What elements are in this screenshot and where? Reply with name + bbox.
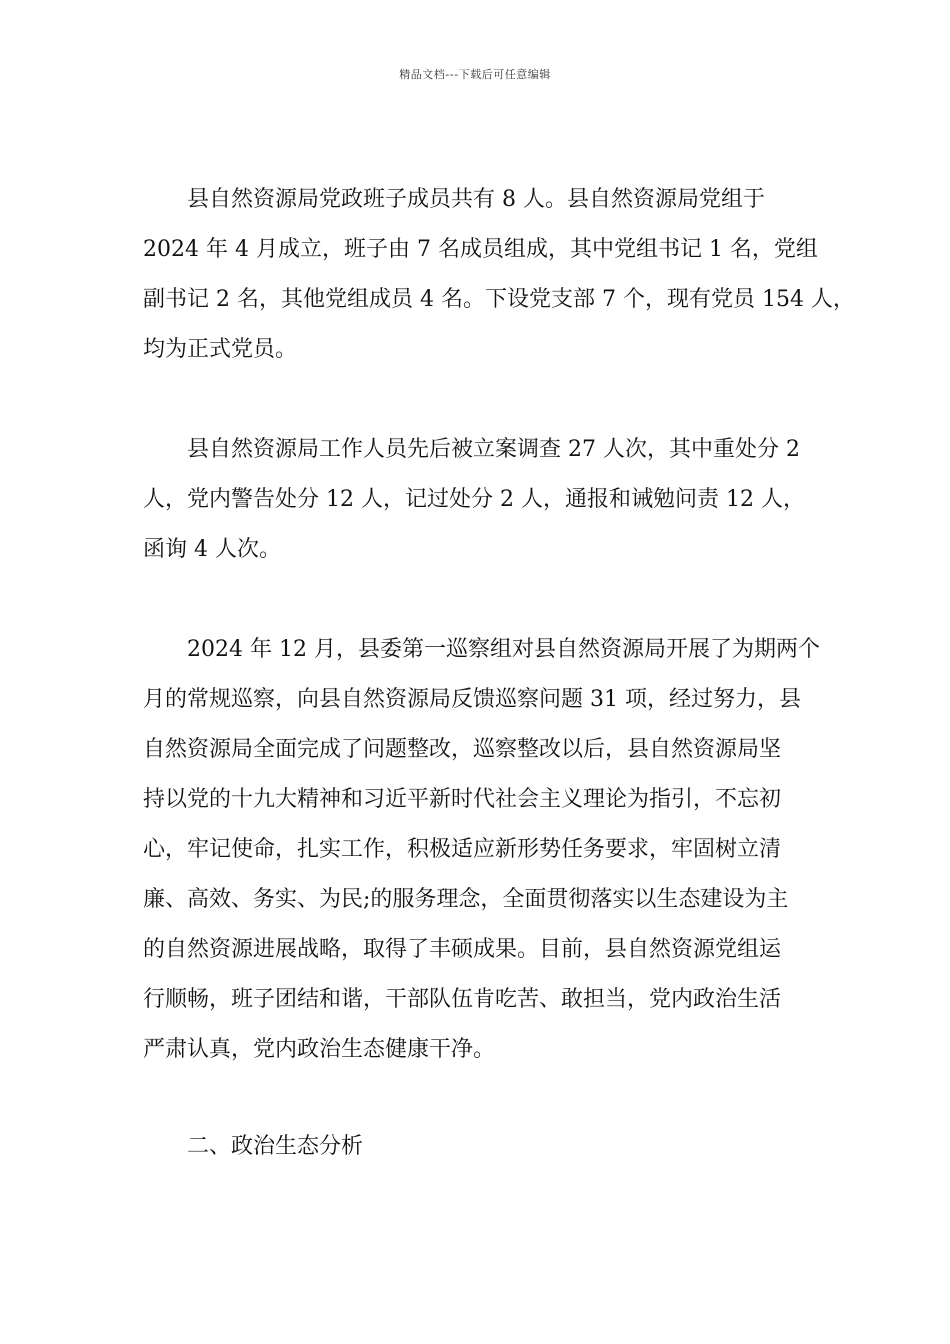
paragraph-line: 副书记 2 名，其他党组成员 4 名。下设党支部 7 个，现有党员 154 人， [143,287,855,312]
paragraph-line: 严肃认真，党内政治生态健康干净。 [143,1037,496,1062]
paragraph-line: 函询 4 人次。 [143,537,281,562]
paragraph-line: 县自然资源局党政班子成员共有 8 人。县自然资源局党组于 [187,187,765,212]
paragraph-line: 行顺畅，班子团结和谐，干部队伍肯吃苦、敢担当，党内政治生活 [143,987,782,1012]
section-heading: 二、政治生态分析 [187,1134,364,1159]
paragraph-line: 2024 年 12 月，县委第一巡察组对县自然资源局开展了为期两个 [187,637,820,662]
paragraph-line: 人，党内警告处分 12 人，记过处分 2 人，通报和诫勉问责 12 人， [143,487,805,512]
paragraph-line: 廉、高效、务实、为民;的服务理念，全面贯彻落实以生态建设为主 [143,887,789,912]
paragraph-1 [143,175,855,375]
paragraph-line: 自然资源局全面完成了问题整改，巡察整改以后，县自然资源局坚 [143,737,782,762]
paragraph-line: 均为正式党员。 [143,337,298,362]
paragraph-line: 的自然资源进展战略，取得了丰硕成果。目前，县自然资源党组运 [143,937,782,962]
paragraph-line: 持以党的十九大精神和习近平新时代社会主义理论为指引，不忘初 [143,787,782,812]
paragraph-2 [143,425,823,575]
paragraph-line: 月的常规巡察，向县自然资源局反馈巡察问题 31 项，经过努力，县 [143,687,801,712]
paragraph-3 [143,625,823,1075]
paragraph-line: 2024 年 4 月成立，班子由 7 名成员组成，其中党组书记 1 名，党组 [143,237,818,262]
page-header: 精品文档---下载后可任意编辑 [399,68,551,81]
paragraph-line: 心，牢记使命，扎实工作，积极适应新形势任务要求，牢固树立清 [143,837,782,862]
paragraph-line: 县自然资源局工作人员先后被立案调查 27 人次，其中重处分 2 [187,437,800,462]
